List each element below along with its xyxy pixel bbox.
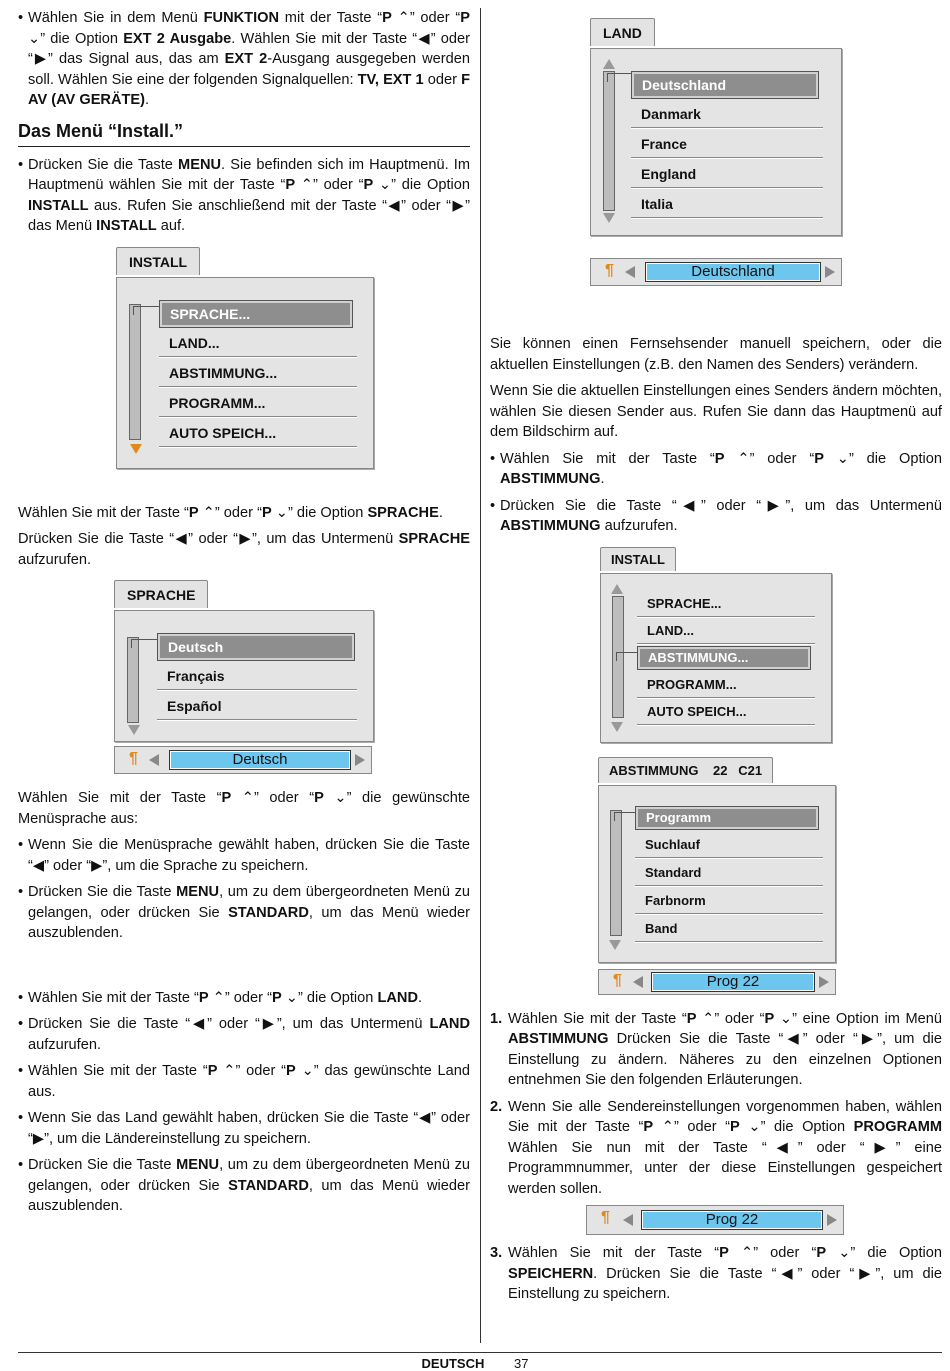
bullet-choose-land: • Wählen Sie mit der Taste “P ⌃” oder “P ⌄” das gewünschte Land aus. xyxy=(18,1061,470,1102)
scrollbar[interactable] xyxy=(129,304,141,440)
right-arrow-icon[interactable] xyxy=(355,754,365,766)
bold-term: P xyxy=(285,177,296,193)
left-arrow-icon[interactable] xyxy=(625,266,635,278)
menu-item-deutsch[interactable]: Deutsch xyxy=(157,633,355,661)
bold-term: P xyxy=(814,450,824,467)
scroll-down-icon[interactable] xyxy=(130,444,142,454)
menu-item-england[interactable]: England xyxy=(631,161,823,188)
bold-term: P xyxy=(764,1010,775,1027)
column-divider xyxy=(480,8,481,1343)
bold-term: P xyxy=(719,1245,729,1261)
menu-item-programm[interactable]: Programm xyxy=(635,806,819,830)
menu-item-suchlauf[interactable]: Suchlauf xyxy=(635,833,823,858)
bold-term: MENU xyxy=(176,1157,220,1173)
menu-item-abstimmung[interactable]: ABSTIMMUNG... xyxy=(159,360,357,387)
install-menu xyxy=(116,247,374,473)
land-value[interactable]: Deutschland xyxy=(645,262,821,282)
menu-item-sprache[interactable]: SPRACHE... xyxy=(637,592,815,617)
bold-term: LAND xyxy=(377,989,418,1006)
install-menu-2-tab: INSTALL xyxy=(600,547,676,571)
bullet-select-abstimmung: • Wählen Sie mit der Taste “P ⌃” oder “P ⌄” die Option ABSTIMMUNG. xyxy=(490,449,942,490)
prog-value-bar xyxy=(586,1205,844,1235)
land-menu xyxy=(590,18,842,248)
left-arrow-icon[interactable] xyxy=(633,976,643,988)
right-arrow-icon[interactable] xyxy=(827,1214,837,1226)
sprache-menu-panel xyxy=(114,610,374,742)
bold-term: PROGRAMM xyxy=(853,1119,943,1135)
right-arrow-icon[interactable] xyxy=(825,266,835,278)
bold-term: P xyxy=(271,989,282,1006)
selection-bracket xyxy=(614,812,637,821)
wrench-icon: ¶ xyxy=(601,1209,610,1226)
menu-item-sprache[interactable]: SPRACHE... xyxy=(159,300,353,328)
footer-language: DEUTSCH xyxy=(421,1356,485,1371)
install-menu-2 xyxy=(600,547,832,743)
menu-item-auto-speich[interactable]: AUTO SPEICH... xyxy=(637,700,815,725)
page-number: 37 xyxy=(514,1356,529,1371)
bold-term: P xyxy=(286,1063,296,1079)
bold-term: INSTALL xyxy=(96,218,157,234)
menu-item-deutschland[interactable]: Deutschland xyxy=(631,71,819,99)
paragraph-menu-language: Wählen Sie mit der Taste “P ⌃” oder “P ⌄” die gewünschte Menüsprache aus: xyxy=(18,790,470,827)
install-menu-2-panel xyxy=(600,573,832,743)
abstimmung-menu xyxy=(598,757,836,963)
menu-item-programm[interactable]: PROGRAMM... xyxy=(159,390,357,417)
bold-term: P xyxy=(714,450,725,467)
install-menu-tab: INSTALL xyxy=(116,247,200,275)
bold-term: P xyxy=(816,1245,827,1261)
menu-item-land[interactable]: LAND... xyxy=(159,330,357,357)
paragraph-change-settings: Wenn Sie die aktuellen Einstellungen eines Senders ändern möchten, wählen Sie diesen Sender aus. Rufen Sie dann das Hauptmenü auf dem Bildschirm auf. xyxy=(490,383,942,440)
bold-term: FUNKTION xyxy=(203,10,280,26)
bullet-open-abstimmung: • Drücken Sie die Taste “◀” oder “▶”, um das Untermenü ABSTIMMUNG aufzurufen. xyxy=(490,496,942,537)
bold-term: EXT 2 xyxy=(224,51,268,67)
paragraph-install-intro: • Drücken Sie die Taste MENU. Sie befinden sich im Hauptmenü. Im Hauptmenü wählen Sie mit der Taste “P ⌃” oder “P ⌄” die Option INSTALL aus. Rufen Sie anschließend mit der Taste “◀” oder “▶” das Menü INSTALL auf. xyxy=(18,155,470,237)
selection-bracket xyxy=(133,306,160,315)
wrench-icon: ¶ xyxy=(613,971,622,989)
bold-term: MENU xyxy=(178,156,222,173)
wrench-icon: ¶ xyxy=(605,262,614,279)
scroll-down-icon[interactable] xyxy=(128,725,140,735)
bold-term: STANDARD xyxy=(228,904,309,921)
bold-term: P xyxy=(730,1119,740,1135)
left-column xyxy=(18,8,470,1223)
right-column xyxy=(490,8,942,1311)
footer-rule xyxy=(18,1352,942,1353)
scroll-up-icon[interactable] xyxy=(611,584,623,594)
bold-term: P xyxy=(314,790,324,806)
left-arrow-icon[interactable] xyxy=(149,754,159,766)
bold-term: MENU xyxy=(176,884,220,900)
bold-term: P xyxy=(643,1119,654,1135)
bullet-save-land: • Wenn Sie das Land gewählt haben, drücken Sie die Taste “◀” oder “▶”, um die Ländereinstellung zu speichern. xyxy=(18,1108,470,1149)
bullet-open-land: • Drücken Sie die Taste “◀” oder “▶”, um das Untermenü LAND aufzurufen. xyxy=(18,1014,470,1055)
menu-item-espanol[interactable]: Español xyxy=(157,693,357,720)
menu-item-france[interactable]: France xyxy=(631,131,823,158)
bold-term: INSTALL xyxy=(28,197,89,214)
bold-term: SPRACHE xyxy=(398,531,470,547)
scroll-down-icon[interactable] xyxy=(611,722,623,732)
scroll-down-icon[interactable] xyxy=(603,213,615,223)
bold-term: P xyxy=(460,10,470,26)
prog-value[interactable]: Prog 22 xyxy=(641,1210,823,1230)
bold-term: SPEICHERN xyxy=(508,1265,594,1282)
bullet-select-land: • Wählen Sie mit der Taste “P ⌃” oder “P ⌄” die Option LAND. xyxy=(18,988,470,1009)
bold-term: P xyxy=(261,504,272,521)
step-number: 1. xyxy=(490,1010,503,1027)
bold-term: P xyxy=(198,989,209,1006)
selection-bracket xyxy=(607,73,632,82)
paragraph-select-sprache: Wählen Sie mit der Taste “P ⌃” oder “P ⌄” die Option SPRACHE. xyxy=(18,504,443,521)
paragraph-ext2: • Wählen Sie in dem Menü FUNKTION mit der Taste “P ⌃” oder “P ⌄” die Option EXT 2 Ausgabe. Wählen Sie mit der Taste “◀” oder “▶” das Signal aus, das am EXT 2-Ausgang ausgegeben werden soll. Wählen Sie eine der folgenden Signalquellen: TV, EXT 1 oder F AV (AV GERÄTE). xyxy=(18,8,470,111)
selection-bracket xyxy=(616,652,639,661)
bold-term: SPRACHE xyxy=(367,504,439,521)
bold-term: P xyxy=(382,10,392,26)
scroll-up-icon[interactable] xyxy=(603,59,615,69)
right-arrow-icon[interactable] xyxy=(819,976,829,988)
sprache-menu-tab: SPRACHE xyxy=(114,580,208,608)
section-heading: Das Menü “Install.” xyxy=(18,121,470,147)
step-3 xyxy=(490,1243,942,1305)
menu-item-italia[interactable]: Italia xyxy=(631,191,823,218)
bold-term: ABSTIMMUNG xyxy=(508,1031,609,1047)
sprache-value-bar xyxy=(114,746,372,774)
bold-term: STANDARD xyxy=(228,1177,309,1194)
bold-term: ABSTIMMUNG xyxy=(500,518,601,534)
scrollbar[interactable] xyxy=(603,71,615,211)
bold-term: P xyxy=(363,177,374,193)
paragraph-open-sprache: Drücken Sie die Taste “◀” oder “▶”, um das Untermenü SPRACHE aufzurufen. xyxy=(18,531,470,568)
step-2 xyxy=(490,1097,942,1200)
bold-term: P xyxy=(221,790,232,806)
menu-item-programm[interactable]: PROGRAMM... xyxy=(637,673,815,698)
bullet-save-language: • Wenn Sie die Menüsprache gewählt haben, drücken Sie die Taste “◀” oder “▶”, um die Sprache zu speichern. xyxy=(18,835,470,876)
land-menu-tab: LAND xyxy=(590,18,655,46)
step-1 xyxy=(490,1009,942,1091)
prog-value[interactable]: Prog 22 xyxy=(651,972,815,992)
menu-item-auto-speich[interactable]: AUTO SPEICH... xyxy=(159,420,357,447)
bold-term: P xyxy=(188,504,199,521)
bold-term: P xyxy=(686,1010,697,1027)
paragraph-manual-store: Sie können einen Fernsehsender manuell speichern, oder die aktuellen Einstellungen (z.B. den Namen des Senders) verändern. xyxy=(490,336,942,373)
abstimmung-menu-tab: ABSTIMMUNG 22 C21 xyxy=(598,757,773,783)
abstimmung-menu-panel xyxy=(598,785,836,963)
wrench-icon: ¶ xyxy=(129,750,138,767)
bullet-menu-standard-1: • Drücken Sie die Taste MENU, um zu dem übergeordneten Menü zu gelangen, oder drücken Sie STANDARD, um das Menü wieder auszublenden. xyxy=(18,882,470,944)
menu-item-abstimmung[interactable]: ABSTIMMUNG... xyxy=(637,646,811,670)
bold-term: ABSTIMMUNG xyxy=(500,471,601,487)
step-number: 3. xyxy=(490,1245,503,1261)
abstimmung-value-bar xyxy=(598,969,836,995)
selection-bracket xyxy=(131,639,158,648)
sprache-menu xyxy=(114,580,374,718)
menu-item-danmark[interactable]: Danmark xyxy=(631,101,823,128)
bullet-menu-standard-2: • Drücken Sie die Taste MENU, um zu dem übergeordneten Menü zu gelangen, oder drücken Sie STANDARD, um das Menü wieder auszublenden. xyxy=(18,1155,470,1217)
step-1-text: Wählen Sie mit der Taste “P ⌃” oder “P ⌄” eine Option im Menü ABSTIMMUNG Drücken Sie die Taste “◀” oder “▶”, um die Einstellung zu ändern. Näheres zu den einzelnen Optionen entnehmen Sie den folgenden Erläuterungen. xyxy=(508,1010,942,1088)
bold-term: LAND xyxy=(429,1016,470,1032)
menu-item-standard[interactable]: Standard xyxy=(635,861,823,886)
step-3-text: Wählen Sie mit der Taste “P ⌃” oder “P ⌄” die Option SPEICHERN. Drücken Sie die Taste “◀” oder “▶”, um die Einstellung zu speichern. xyxy=(508,1245,942,1302)
step-number: 2. xyxy=(490,1098,503,1115)
bold-term: F AV (AV GERÄTE) xyxy=(28,71,470,108)
land-menu-panel xyxy=(590,48,842,236)
bold-term: TV, EXT 1 xyxy=(357,71,424,88)
page-footer xyxy=(0,1356,950,1371)
scrollbar[interactable] xyxy=(610,810,622,936)
install-menu-panel xyxy=(116,277,374,469)
menu-item-land[interactable]: LAND... xyxy=(637,619,815,644)
land-value-bar xyxy=(590,258,842,286)
step-2-text: Wenn Sie alle Sendereinstellungen vorgenommen haben, wählen Sie mit der Taste “P ⌃” oder “P ⌄” die Option PROGRAMM Wählen Sie nun mit der Taste “◀” oder “▶” eine Programmnummer, unter der diese Einstellungen gespeichert werden sollen. xyxy=(508,1098,943,1197)
bold-term: P xyxy=(207,1063,218,1079)
bold-term: EXT 2 Ausgabe xyxy=(123,30,232,47)
sprache-value[interactable]: Deutsch xyxy=(169,750,351,770)
menu-item-francais[interactable]: Français xyxy=(157,663,357,690)
menu-item-farbnorm[interactable]: Farbnorm xyxy=(635,889,823,914)
scroll-down-icon[interactable] xyxy=(609,940,621,950)
menu-item-band[interactable]: Band xyxy=(635,917,823,942)
left-arrow-icon[interactable] xyxy=(623,1214,633,1226)
scrollbar[interactable] xyxy=(127,637,139,723)
